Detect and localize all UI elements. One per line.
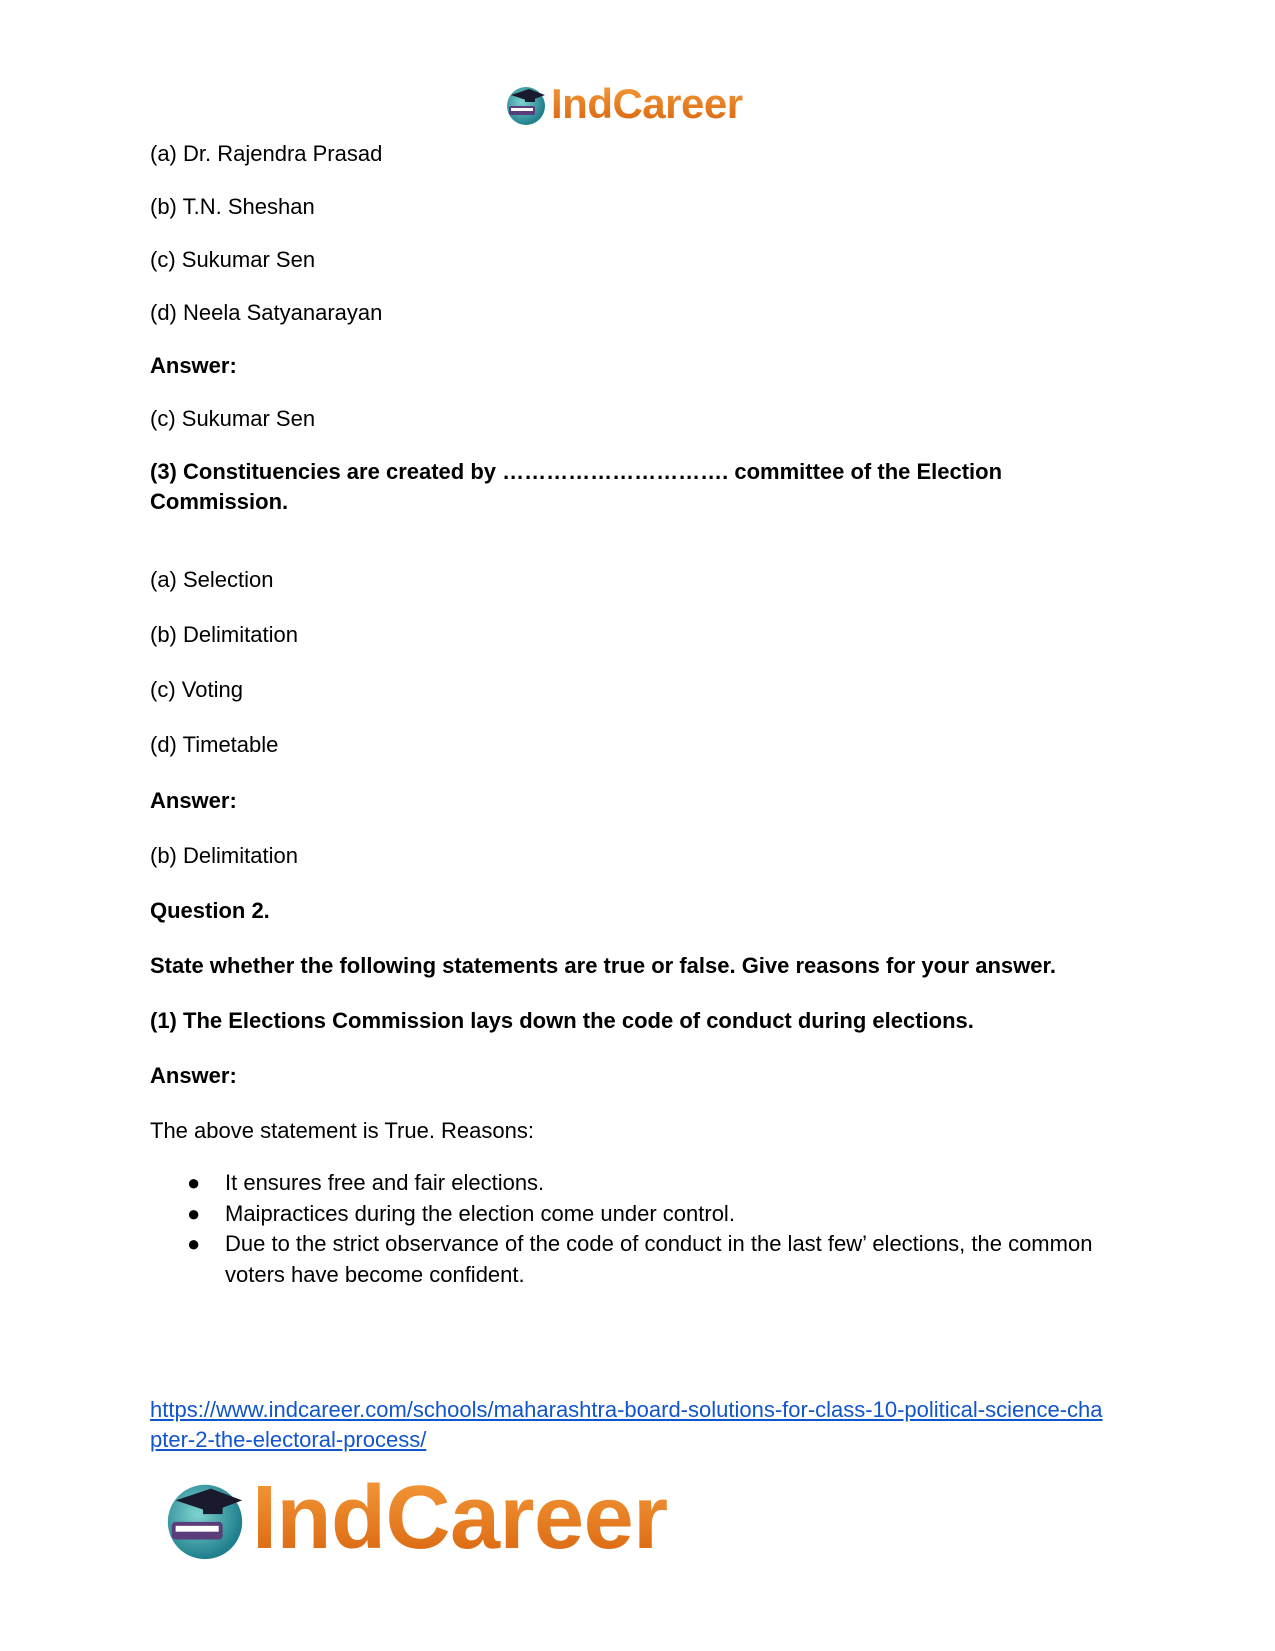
answer-text: (b) Delimitation — [150, 843, 298, 868]
list-item — [150, 1168, 1100, 1199]
question-text: (3) Constituencies are created by …………………………. committee of the Election Commission. — [150, 459, 1003, 514]
bullet-icon: ● — [187, 1200, 201, 1226]
answer-label: Answer: — [150, 353, 237, 378]
option-line: (d) Neela Satyanarayan — [150, 300, 383, 325]
bullet-icon: ● — [187, 1170, 201, 1195]
option-line: (a) Selection — [150, 567, 274, 592]
instruction-text: State whether the following statements are true or false. Give reasons for your answer. — [150, 953, 1056, 978]
option-line: (c) Voting — [150, 677, 243, 702]
list-item-text: It ensures free and fair elections. — [225, 1170, 545, 1195]
option-line: (d) Timetable — [150, 732, 279, 757]
answer-label: Answer: — [150, 788, 237, 813]
source-link[interactable]: https://www.indcareer.com/schools/maharashtra-board-solutions-for-class-10-political-science-chapter-2-the-electoral-process/ — [150, 1397, 1103, 1452]
list-item-text: Maipractices during the election come under control. — [225, 1200, 735, 1226]
option-line: (b) T.N. Sheshan — [150, 194, 315, 219]
answer-text: The above statement is True. Reasons: — [150, 1118, 534, 1143]
graduation-globe-icon — [503, 81, 549, 127]
graduation-globe-icon — [160, 1473, 250, 1563]
reasons-list — [150, 1168, 1100, 1290]
option-line: (c) Sukumar Sen — [150, 247, 316, 272]
answer-label: Answer: — [150, 1063, 237, 1088]
list-item — [150, 1229, 1100, 1290]
header-logo — [503, 80, 743, 128]
bullet-icon: ● — [187, 1231, 201, 1256]
statement-text: (1) The Elections Commission lays down the code of conduct during elections. — [150, 1008, 974, 1033]
option-line: (a) Dr. Rajendra Prasad — [150, 141, 383, 166]
list-item-text: Due to the strict observance of the code of conduct in the last few’ elections, the common voters have become confident. — [225, 1231, 1093, 1287]
logo-text: IndCareer — [551, 80, 743, 127]
option-line: (b) Delimitation — [150, 622, 298, 647]
answer-text: (c) Sukumar Sen — [150, 406, 316, 431]
list-item — [150, 1199, 1100, 1230]
logo-text: IndCareer — [252, 1468, 668, 1568]
footer-logo — [160, 1470, 668, 1566]
question-heading: Question 2. — [150, 898, 270, 923]
